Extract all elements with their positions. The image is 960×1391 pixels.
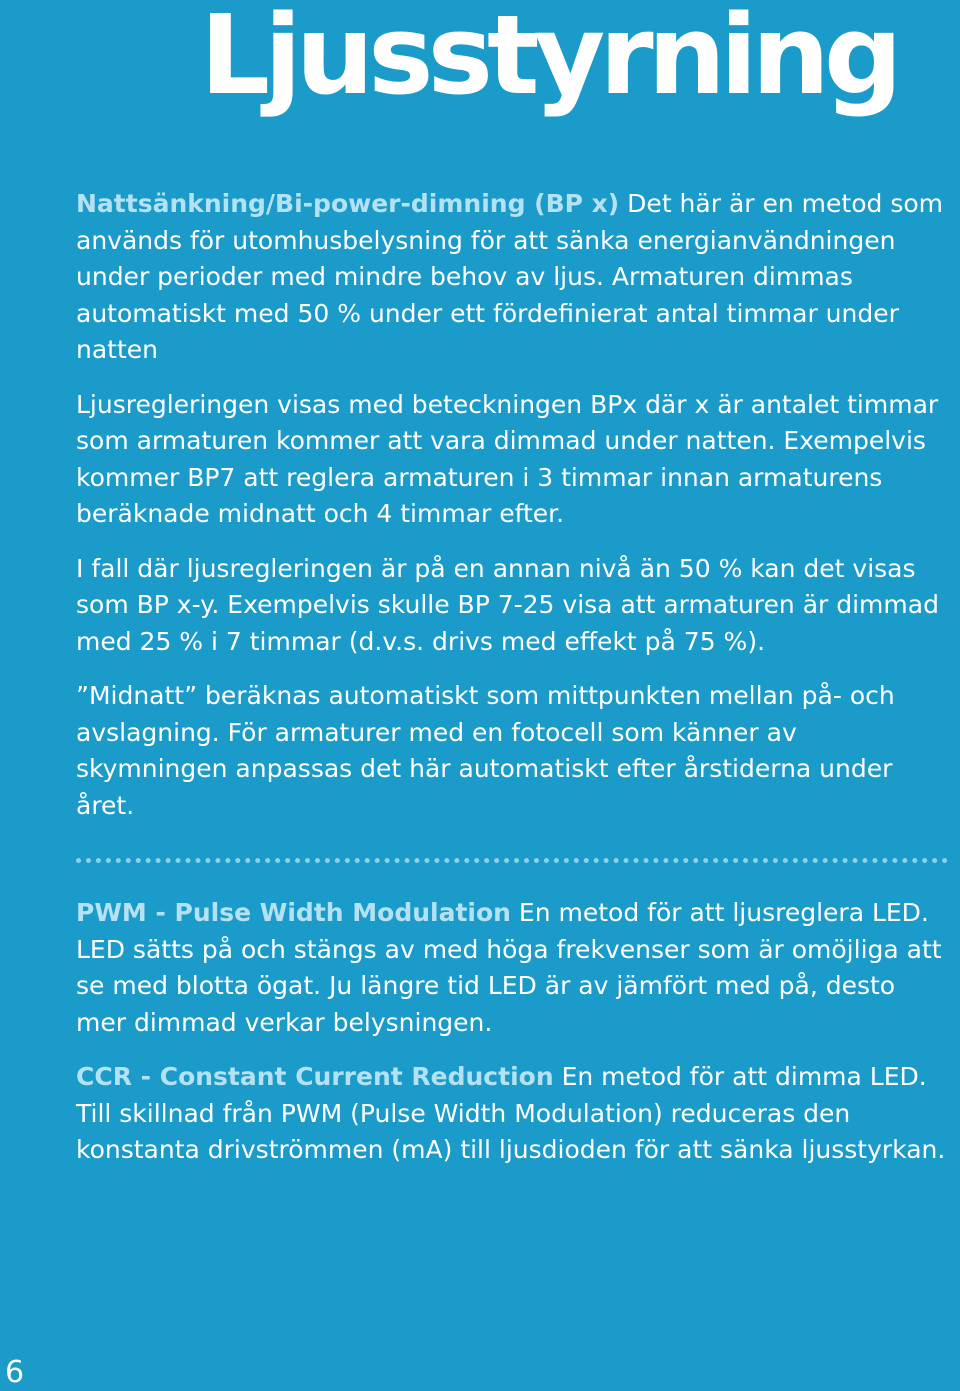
term-ccr: CCR - Constant Current Reduction xyxy=(76,1062,554,1091)
paragraph-bp-dimming xyxy=(76,186,946,369)
paragraph-bpxy-notation: I fall där ljusregleringen är på en annan nivå än 50 % kan det visas som BP x-y. Exempelvis skulle BP 7-25 visa att armaturen är dimmad med 25 % i 7 timmar (d.v.s. drivs med effekt på 75 %). xyxy=(76,553,939,656)
paragraph-midnight: ”Midnatt” beräknas automatiskt som mittpunkten mellan på- och avslagning. För armaturer med en fotocell som känner av skymningen anpassas det här automatiskt efter årstiderna under året. xyxy=(76,681,895,820)
dotted-divider xyxy=(76,858,948,863)
paragraph-pwm xyxy=(76,895,946,1041)
term-pwm: PWM - Pulse Width Modulation xyxy=(76,898,511,927)
paragraph-ccr xyxy=(76,1059,946,1169)
paragraph-bpx-notation: Ljusregleringen visas med beteckningen BPx där x är antalet timmar som armaturen kommer att vara dimmad under natten. Exempelvis kommer BP7 att reglera armaturen i 3 timmar innan armaturens beräknade midnatt och 4 timmar efter. xyxy=(76,389,939,528)
term-bp-dimming: Nattsänkning/Bi-power-dimning (BP x) xyxy=(76,189,620,218)
text-pwm: En metod för att ljusreglera LED. LED sätts på och stängs av med höga frekvenser som är omöjliga att se med blotta ögat. Ju längre tid LED är av jämfört med på, desto mer dimmad verkar belysningen. xyxy=(76,898,942,1037)
page-number: 6 xyxy=(5,1355,25,1390)
text-bp-dimming: Det här är en metod som används för utomhusbelysning för att sänka energianvändningen under perioder med mindre behov av ljus. Armaturen dimmas automatiskt med 50 % under ett fördefinierat antal timmar under natten xyxy=(76,189,943,364)
text-ccr: En metod för att dimma LED. Till skillnad från PWM (Pulse Width Modulation) reduceras den konstanta drivströmmen (mA) till ljusdioden för att sänka ljusstyrkan. xyxy=(76,1062,946,1164)
main-content xyxy=(76,186,946,1169)
page-title: Ljusstyrning xyxy=(200,0,897,119)
